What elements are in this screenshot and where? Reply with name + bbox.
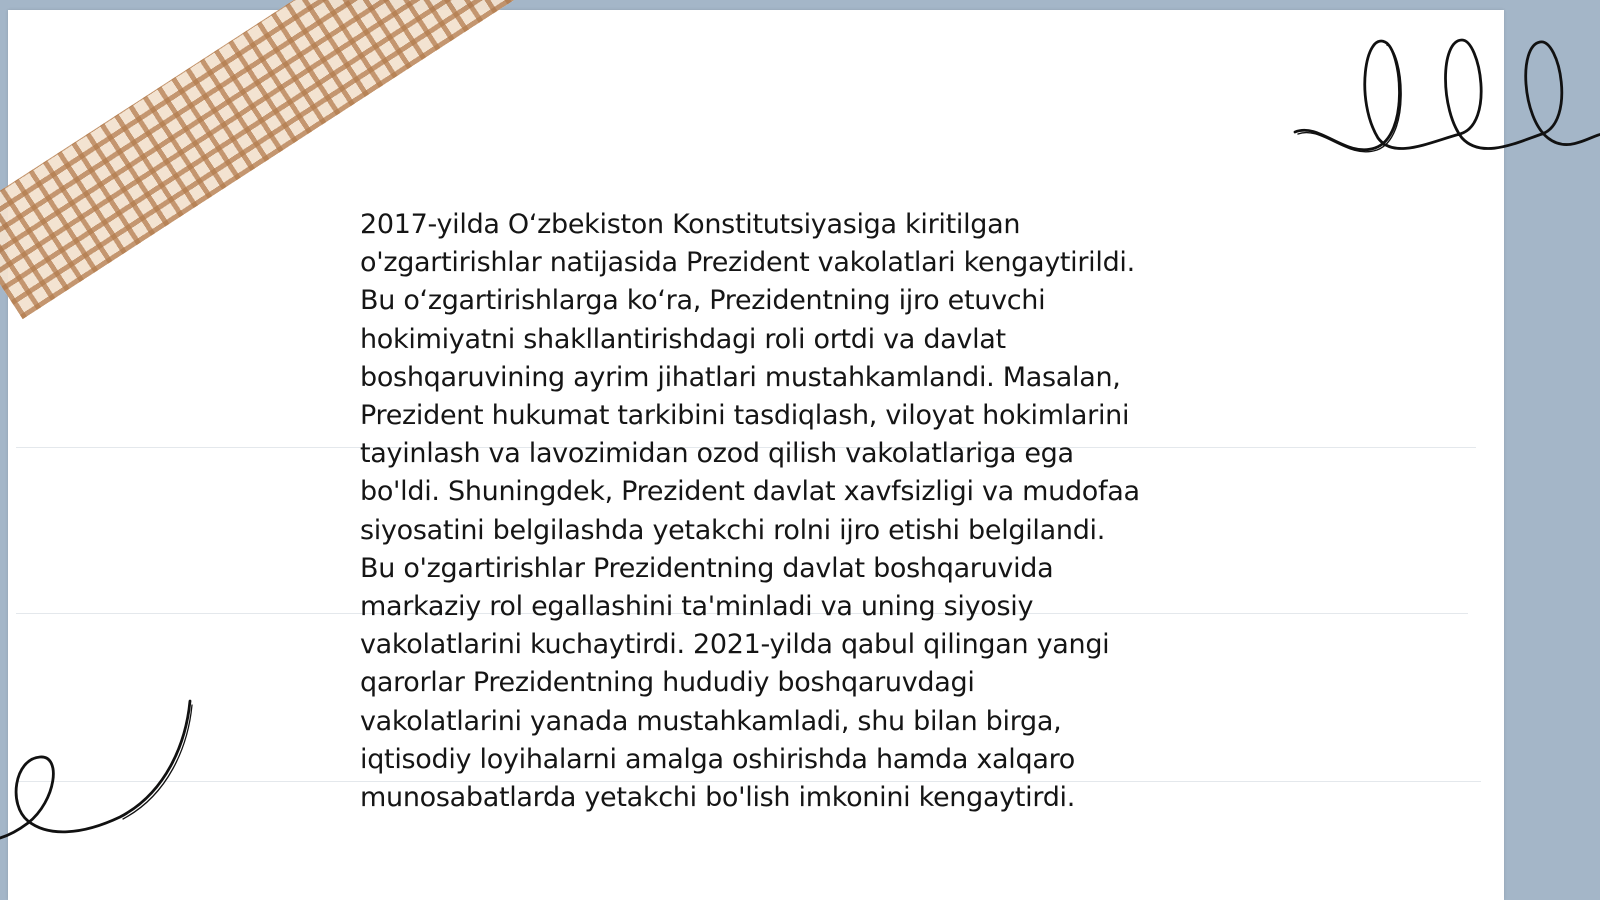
bottom-left-loop-doodle-icon <box>0 695 200 855</box>
body-paragraph: 2017-yilda O‘zbekiston Konstitutsiyasiga kiritilgan o'zgartirishlar natijasida Prezident vakolatlari kengaytirildi. Bu o‘zgartirishlarga ko‘ra, Prezidentning ijro etuvchi hokimiyatni shakllantirishdagi roli ortdi va davlat boshqaruvining ayrim jihatlari mustahkamlandi. Masalan, Prezident hukumat tarkibini tasdiqlash, viloyat hokimlarini tayinlash va lavozimidan ozod qilish vakolatlariga ega bo'ldi. Shuningdek, Prezident davlat xavfsizligi va mudofaa siyosatini belgilashda yetakchi rolni ijro etishi belgilandi. Bu o'zgartirishlar Prezidentning davlat boshqaruvida markaziy rol egallashini ta'minladi va uning siyosiy vakolatlarini kuchaytirdi. 2021-yilda qabul qilingan yangi qarorlar Prezidentning hududiy boshqaruvdagi vakolatlarini yanada mustahkamladi, shu bilan birga, iqtisodiy loyihalarni amalga oshirishda hamda xalqaro munosabatlarda yetakchi bo'lish imkonini kengaytirdi. <box>360 209 1140 814</box>
top-right-loop-doodle-icon <box>1290 30 1600 170</box>
